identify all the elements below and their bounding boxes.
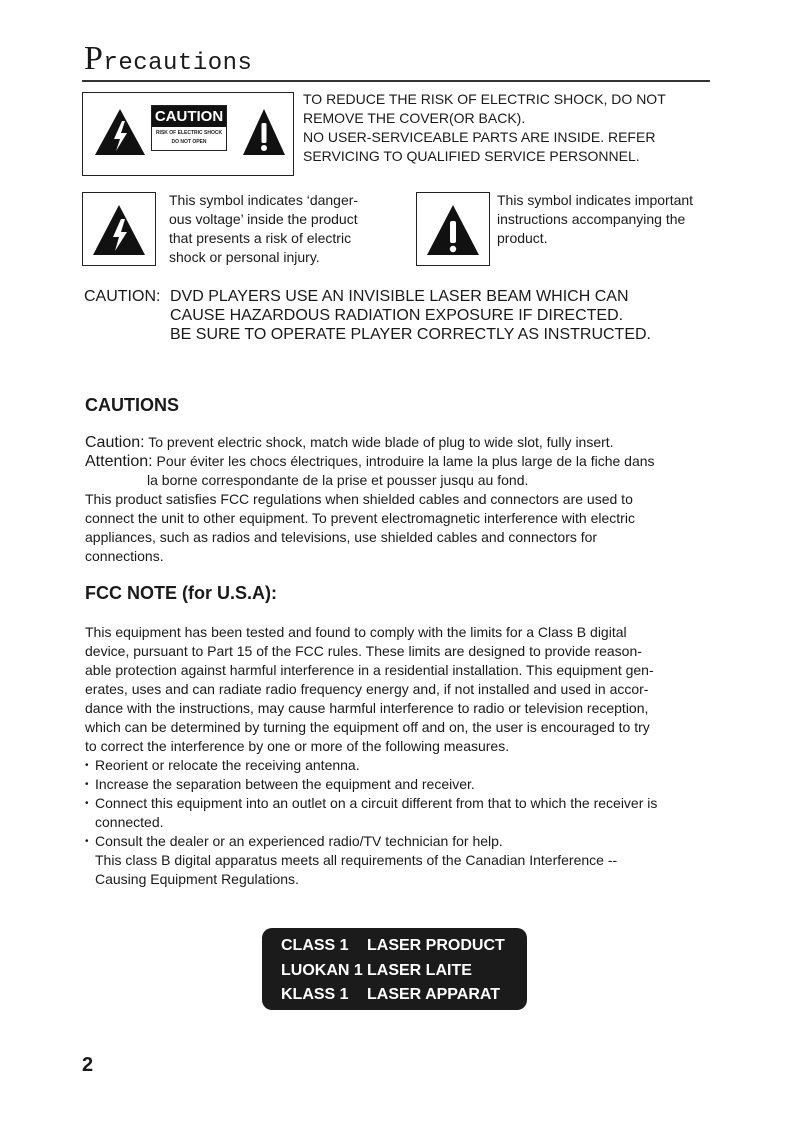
caution-label [151, 105, 227, 151]
canada-line: Causing Equipment Regulations. [95, 871, 299, 887]
description-line: This symbol indicates important [497, 192, 694, 208]
description-line: instructions accompanying the [497, 211, 686, 227]
title-divider [82, 80, 710, 82]
caution-label-heading: CAUTION [152, 106, 226, 127]
warning-line: NO USER-SERVICEABLE PARTS ARE INSIDE. REFER [303, 129, 656, 145]
laser-class-label [262, 928, 527, 1010]
electric-shock-warning [303, 90, 723, 166]
attention-continued: la borne correspondante de la prise et pousser jusqu au fond. [147, 472, 529, 488]
lightning-warning-icon [91, 201, 147, 257]
fcc-line: to correct the interference by one or more of the following measures. [85, 738, 510, 754]
laser-label-row [281, 934, 527, 959]
laser-class-desc: LASER LAITE [367, 961, 472, 979]
caution-label-sub1: RISK OF ELECTRIC SHOCK [155, 130, 223, 136]
fcc-bullet: • Connect this equipment into an outlet on a circuit different from that to which the receiver is [85, 794, 715, 813]
laser-class-name: KLASS 1 [281, 986, 349, 1003]
fcc-line: device, pursuant to Part 15 of the FCC rules. These limits are designed to provide reason- [85, 643, 642, 659]
caution-label-sub2: DO NOT OPEN [171, 139, 207, 145]
laser-class-name: CLASS 1 [281, 937, 349, 954]
laser-class-desc: LASER APPARAT [367, 986, 501, 1003]
description-line: shock or personal injury. [169, 249, 320, 265]
fcc-cable-line: appliances, such as radios and televisions, use shielded cables and connectors for [85, 529, 598, 545]
warning-line: TO REDUCE THE RISK OF ELECTRIC SHOCK, DO NOT [303, 91, 666, 107]
laser-label-row [281, 959, 527, 984]
description-line: that presents a risk of electric [169, 230, 352, 246]
attention-label: Attention: [85, 453, 153, 470]
description-line: This symbol indicates ‘danger- [169, 192, 359, 208]
fcc-line: which can be determined by turning the equipment off and on, the user is encouraged to try [85, 719, 650, 735]
canada-line: This class B digital apparatus meets all requirements of the Canadian Interference -- [95, 852, 618, 868]
description-line: ous voltage’ inside the product [169, 211, 358, 227]
exclamation-warning-icon [241, 107, 287, 157]
laser-caution [84, 287, 651, 344]
title-rest: recautions [103, 50, 253, 77]
laser-class-desc: LASER PRODUCT [367, 937, 505, 954]
fcc-bullet: • Reorient or relocate the receiving antenna. [85, 756, 715, 775]
laser-label-row [281, 983, 527, 1008]
page-title [84, 40, 252, 78]
caution-warning-box [82, 92, 294, 176]
description-line: product. [497, 230, 548, 246]
laser-caution-label: CAUTION: [84, 288, 161, 305]
laser-caution-line: DVD PLAYERS USE AN INVISIBLE LASER BEAM WHICH CAN [170, 288, 629, 305]
laser-caution-line: BE SURE TO OPERATE PLAYER CORRECTLY AS INSTRUCTED. [170, 326, 651, 343]
fcc-note-heading: FCC NOTE (for U.S.A): [85, 583, 277, 603]
dangerous-voltage-symbol-box [82, 192, 156, 266]
dangerous-voltage-description [169, 191, 389, 267]
warning-line: REMOVE THE COVER(OR BACK). [303, 110, 526, 126]
fcc-cable-line: connect the unit to other equipment. To prevent electromagnetic interference with electric [85, 510, 635, 526]
laser-caution-line: CAUSE HAZARDOUS RADIATION EXPOSURE IF DIRECTED. [170, 307, 624, 324]
fcc-bullet: • Consult the dealer or an experienced radio/TV technician for help. [85, 832, 715, 851]
important-instructions-symbol-box [416, 192, 490, 266]
exclamation-warning-icon [425, 201, 481, 257]
page-number: 2 [82, 1054, 94, 1076]
fcc-cable-line: connections. [85, 548, 164, 564]
attention-text: Pour éviter les chocs électriques, introduire la lame la plus large de la fiche dans [152, 453, 655, 469]
warning-line: SERVICING TO QUALIFIED SERVICE PERSONNEL. [303, 148, 640, 164]
title-initial: P [84, 40, 104, 77]
fcc-note-paragraph [85, 623, 715, 889]
laser-class-name: LUOKAN 1 [281, 961, 363, 979]
fcc-line: This equipment has been tested and found to comply with the limits for a Class B digital [85, 624, 627, 640]
fcc-line: able protection against harmful interference in a residential installation. This equipment gen- [85, 662, 654, 678]
fcc-cable-line: This product satisfies FCC regulations when shielded cables and connectors are used to [85, 491, 633, 507]
fcc-bullet-continued: connected. [95, 814, 164, 830]
fcc-bullet: • Increase the separation between the equipment and receiver. [85, 775, 715, 794]
important-instructions-description [497, 191, 717, 248]
lightning-warning-icon [93, 107, 147, 157]
cautions-heading: CAUTIONS [85, 395, 179, 415]
fcc-line: erates, uses and can radiate radio frequency energy and, if not installed and used in accor- [85, 681, 649, 697]
caution-plug-text: To prevent electric shock, match wide blade of plug to wide slot, fully insert. [144, 434, 614, 450]
caution-plug-label: Caution: [85, 434, 145, 451]
fcc-line: dance with the instructions, may cause harmful interference to radio or television reception, [85, 700, 649, 716]
cautions-paragraph [85, 433, 725, 566]
